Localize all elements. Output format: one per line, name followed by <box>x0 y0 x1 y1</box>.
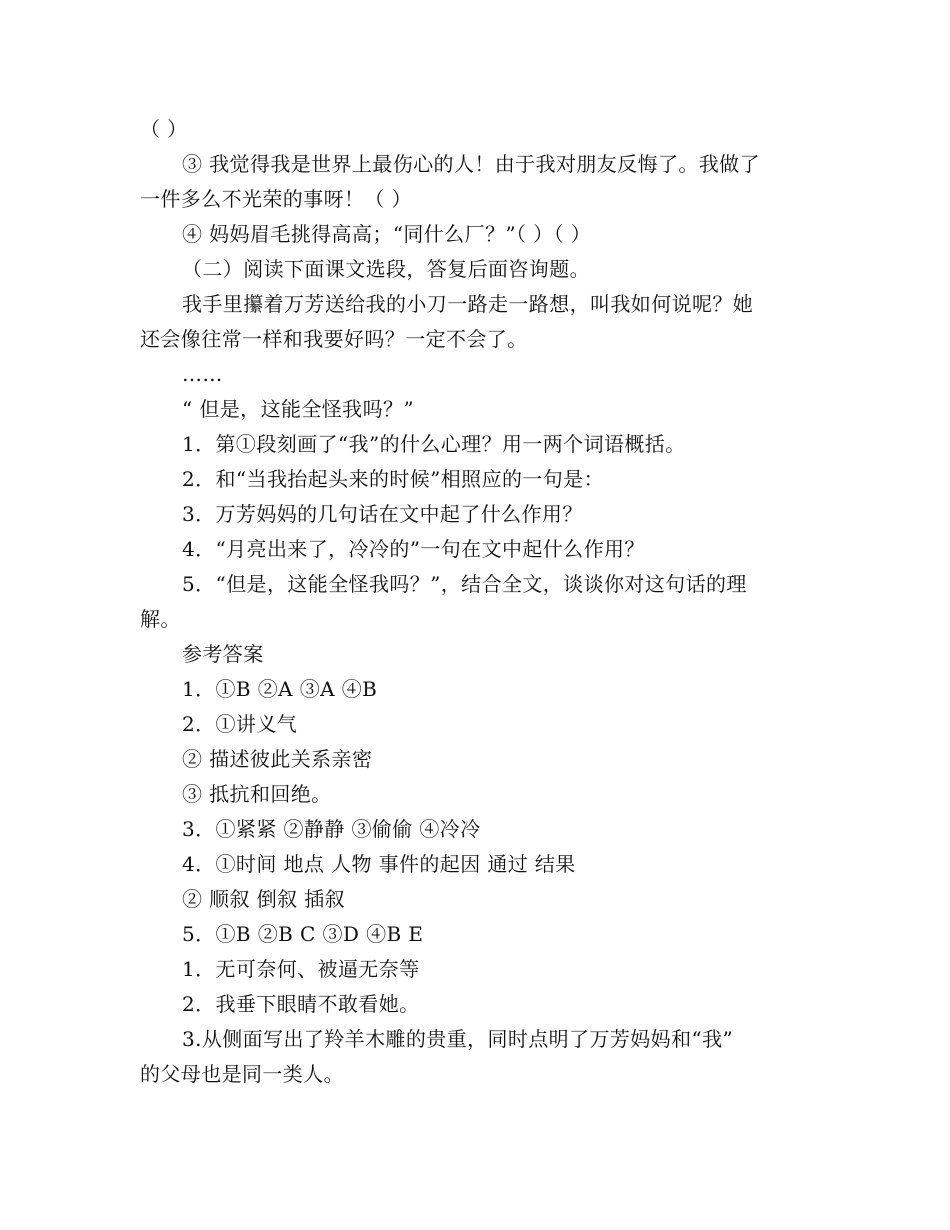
answer-line-2: 2．①讲义气 <box>182 712 298 736</box>
answer-line-4: ③ 抵抗和回绝。 <box>182 782 332 806</box>
text-line-3: 一件多么不光荣的事呀！（ ） <box>140 187 412 211</box>
quote-line: “ 但是，这能全怪我吗？” <box>182 397 415 421</box>
answer-line-9: 1．无可奈何、被逼无奈等 <box>182 957 420 981</box>
text-line-1: （ ） <box>140 117 188 141</box>
passage-line-2: 还会像往常一样和我要好吗？一定不会了。 <box>140 327 528 351</box>
question-1: 1．第①段刻画了“我”的什么心理？用一两个词语概括。 <box>182 432 686 456</box>
section-heading: （二）阅读下面课文选段，答复后面咨询题。 <box>182 257 590 281</box>
answer-line-7: ② 顺叙 倒叙 插叙 <box>182 887 346 911</box>
answer-line-12: 的父母也是同一类人。 <box>140 1062 344 1086</box>
passage-line-1: 我手里攥着万芳送给我的小刀一路走一路想，叫我如何说呢？她 <box>182 292 754 316</box>
question-5-continuation: 解。 <box>140 607 181 631</box>
question-3: 3．万芳妈妈的几句话在文中起了什么作用？ <box>182 502 583 526</box>
answer-line-3: ② 描述彼此关系亲密 <box>182 747 373 771</box>
answer-line-5: 3．①紧紧 ②静静 ③偷偷 ④冷冷 <box>182 817 481 841</box>
answers-heading: 参考答案 <box>182 642 264 666</box>
text-line-2: ③ 我觉得我是世界上最伤心的人！由于我对朋友反悔了。我做了 <box>182 152 760 176</box>
answer-line-11: 3.从侧面写出了羚羊木雕的贵重，同时点明了万芳妈妈和“我” <box>182 1027 734 1051</box>
question-2: 2．和“当我抬起头来的时候”相照应的一句是： <box>182 467 604 491</box>
answer-line-1: 1．①B ②A ③A ④B <box>182 677 378 701</box>
answer-line-10: 2．我垂下眼睛不敢看她。 <box>182 992 420 1016</box>
ellipsis-line: …… <box>182 362 223 386</box>
document-body <box>140 112 812 1092</box>
answer-line-8: 5．①B ②B C ③D ④B E <box>182 922 424 946</box>
text-line-4: ④ 妈妈眉毛挑得高高；“同什么厂？”（ ）（ ） <box>182 222 592 246</box>
question-5: 5．“但是，这能全怪我吗？”，结合全文，谈谈你对这句话的理 <box>182 572 747 596</box>
question-4: 4．“月亮出来了，冷冷的”一句在文中起什么作用？ <box>182 537 645 561</box>
answer-line-6: 4．①时间 地点 人物 事件的起因 通过 结果 <box>182 852 576 876</box>
